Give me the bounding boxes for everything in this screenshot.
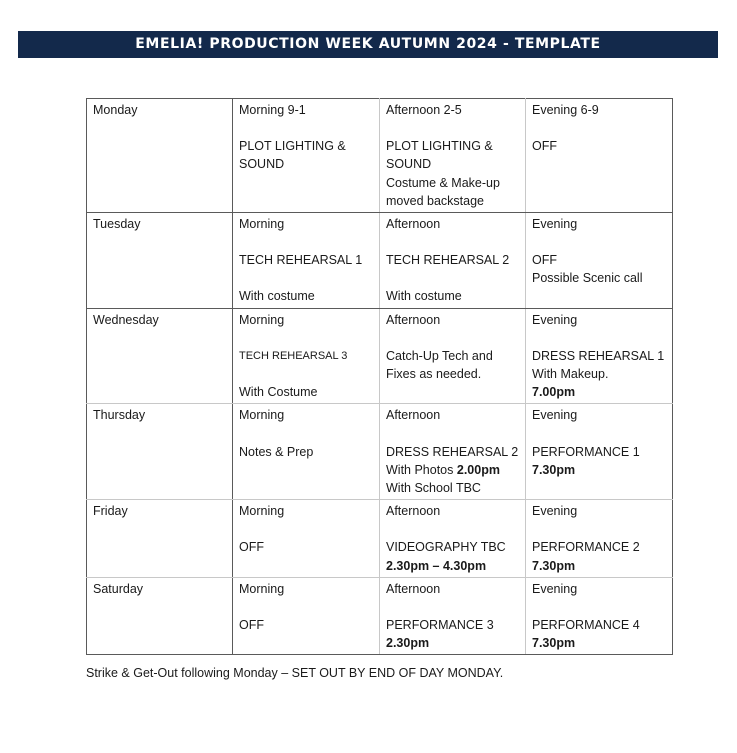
activity-line bbox=[386, 461, 519, 479]
slot-label: Evening bbox=[532, 312, 578, 327]
activity-line: TECH REHEARSAL 3 bbox=[239, 349, 348, 362]
time-bold: 2.30pm – 4.30pm bbox=[386, 558, 487, 573]
activity-line: TECH REHEARSAL 1 bbox=[239, 253, 363, 268]
activity-line: SOUND bbox=[239, 157, 285, 172]
slot-label: Morning bbox=[239, 504, 285, 519]
cell-friday-evening bbox=[526, 500, 673, 578]
cell-wednesday-morning bbox=[233, 308, 380, 404]
row-monday bbox=[87, 99, 673, 213]
row-wednesday bbox=[87, 308, 673, 404]
activity-line: PLOT LIGHTING & bbox=[386, 139, 493, 154]
activity-line: OFF bbox=[239, 540, 264, 555]
day-label: Thursday bbox=[87, 404, 233, 500]
row-thursday bbox=[87, 404, 673, 500]
cell-tuesday-morning bbox=[233, 213, 380, 309]
activity-line: OFF bbox=[532, 139, 557, 154]
cell-friday-morning bbox=[233, 500, 380, 578]
slot-label: Afternoon 2-5 bbox=[386, 103, 462, 117]
activity-line: With Costume bbox=[239, 385, 318, 400]
cell-wednesday-evening bbox=[526, 308, 673, 404]
cell-monday-afternoon bbox=[380, 99, 526, 213]
schedule-table bbox=[86, 98, 673, 655]
activity-line: SOUND bbox=[386, 157, 432, 172]
cell-tuesday-evening bbox=[526, 213, 673, 309]
activity-line: Fixes as needed. bbox=[386, 367, 482, 382]
cell-thursday-evening bbox=[526, 404, 673, 500]
activity-line: With costume bbox=[239, 289, 315, 304]
cell-saturday-morning bbox=[233, 577, 380, 655]
cell-thursday-morning bbox=[233, 404, 380, 500]
activity-line: Catch-Up Tech and bbox=[386, 348, 493, 363]
row-tuesday bbox=[87, 213, 673, 309]
time-bold: 7.30pm bbox=[532, 462, 576, 477]
slot-label: Evening bbox=[532, 504, 578, 519]
slot-label: Afternoon bbox=[386, 504, 441, 519]
slot-label: Afternoon bbox=[386, 408, 441, 423]
activity-line: With Makeup. bbox=[532, 367, 609, 382]
cell-tuesday-afternoon bbox=[380, 213, 526, 309]
activity-line: moved backstage bbox=[386, 193, 484, 208]
slot-label: Evening bbox=[532, 581, 578, 596]
slot-label: Afternoon bbox=[386, 581, 441, 596]
cell-saturday-evening bbox=[526, 577, 673, 655]
activity-line: VIDEOGRAPHY TBC bbox=[386, 540, 506, 555]
time-bold: 7.30pm bbox=[532, 558, 576, 573]
slot-label: Evening 6-9 bbox=[532, 103, 599, 117]
time-bold: 2.00pm bbox=[456, 462, 500, 477]
slot-label: Morning bbox=[239, 312, 285, 327]
activity-line: With costume bbox=[386, 289, 462, 304]
slot-label: Afternoon bbox=[386, 312, 441, 327]
cell-friday-afternoon bbox=[380, 500, 526, 578]
time-bold: 7.30pm bbox=[532, 636, 576, 651]
slot-label: Morning bbox=[239, 581, 285, 596]
slot-label: Afternoon bbox=[386, 217, 441, 232]
activity-line: DRESS REHEARSAL 1 bbox=[532, 348, 665, 363]
activity-line: DRESS REHEARSAL 2 bbox=[386, 444, 519, 459]
activity-line: OFF bbox=[239, 618, 264, 633]
page-title: EMELIA! PRODUCTION WEEK AUTUMN 2024 - TEMPLATE bbox=[18, 31, 718, 58]
row-friday bbox=[87, 500, 673, 578]
time-bold: 7.00pm bbox=[532, 385, 576, 400]
activity-line: PERFORMANCE 1 bbox=[532, 444, 640, 459]
activity-line: With School TBC bbox=[386, 481, 481, 496]
activity-line: PERFORMANCE 4 bbox=[532, 618, 640, 633]
slot-label: Morning bbox=[239, 408, 285, 423]
slot-label: Morning bbox=[239, 217, 285, 232]
activity-line: PERFORMANCE 2 bbox=[532, 540, 640, 555]
activity-line: TECH REHEARSAL 2 bbox=[386, 253, 510, 268]
activity-line: Notes & Prep bbox=[239, 444, 314, 459]
day-label: Saturday bbox=[87, 577, 233, 655]
day-label: Tuesday bbox=[87, 213, 233, 309]
row-saturday bbox=[87, 577, 673, 655]
cell-wednesday-afternoon bbox=[380, 308, 526, 404]
activity-line: Possible Scenic call bbox=[532, 271, 643, 286]
day-label: Friday bbox=[87, 500, 233, 578]
activity-text: With Photos bbox=[386, 462, 457, 477]
activity-line: OFF bbox=[532, 253, 557, 268]
day-label: Monday bbox=[87, 99, 233, 213]
slot-label: Evening bbox=[532, 217, 578, 232]
slot-label: Morning 9-1 bbox=[239, 103, 306, 117]
day-label: Wednesday bbox=[87, 308, 233, 404]
activity-line: Costume & Make-up bbox=[386, 175, 500, 190]
cell-monday-evening bbox=[526, 99, 673, 213]
activity-line: PERFORMANCE 3 bbox=[386, 618, 494, 633]
cell-thursday-afternoon bbox=[380, 404, 526, 500]
footer-note: Strike & Get-Out following Monday – SET OUT BY END OF DAY MONDAY. bbox=[86, 666, 504, 680]
activity-line: PLOT LIGHTING & bbox=[239, 139, 346, 154]
slot-label: Evening bbox=[532, 408, 578, 423]
cell-monday-morning bbox=[233, 99, 380, 213]
cell-saturday-afternoon bbox=[380, 577, 526, 655]
time-bold: 2.30pm bbox=[386, 636, 430, 651]
